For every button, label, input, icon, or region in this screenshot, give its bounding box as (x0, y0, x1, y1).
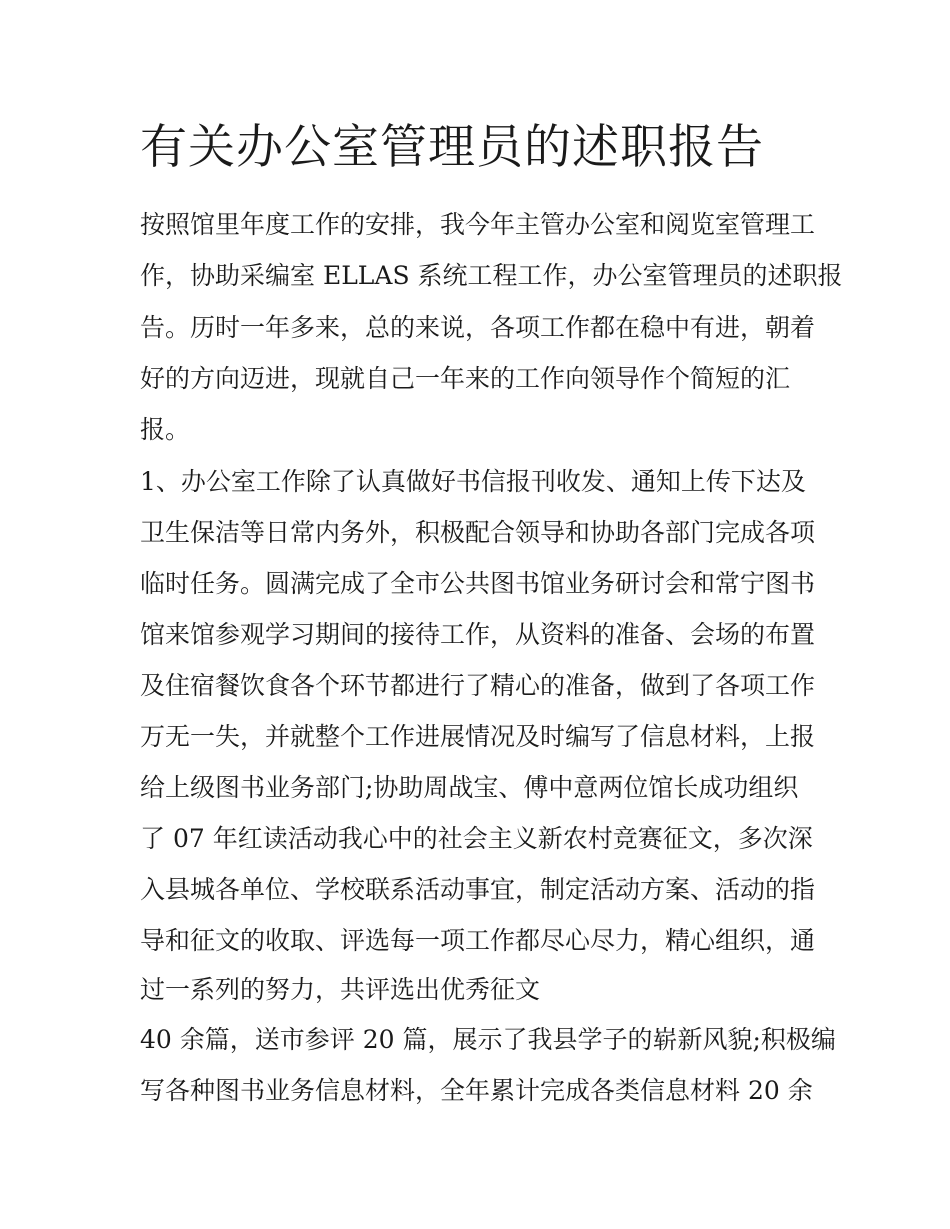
body-text-line: 馆来馆参观学习期间的接待工作，从资料的准备、会场的布置 (140, 620, 816, 649)
body-text-line: 及住宿餐饮食各个环节都进行了精心的准备，做到了各项工作 (140, 671, 816, 700)
body-text-line: 过一系列的努力，共评选出优秀征文 (140, 975, 541, 1004)
document-title: 有关办公室管理员的述职报告 (140, 120, 764, 175)
body-text-line: 给上级图书业务部门;协助周战宝、傅中意两位馆长成功组织 (140, 773, 799, 802)
body-text-line: 好的方向迈进，现就自己一年来的工作向领导作个简短的汇 (140, 364, 791, 393)
body-text-line: 40 余篇，送市参评 20 篇，展示了我县学子的崭新风貌;积极编 (140, 1025, 836, 1054)
body-text-line: 入县城各单位、学校联系活动事宜，制定活动方案、活动的指 (140, 875, 816, 904)
body-text-line: 导和征文的收取、评选每一项工作都尽心尽力，精心组织，通 (140, 926, 816, 955)
body-text-line: 按照馆里年度工作的安排，我今年主管办公室和阅览室管理工 (140, 210, 816, 239)
body-text-line: 卫生保洁等日常内务外，积极配合领导和协助各部门完成各项 (140, 518, 816, 547)
body-text-line: 1、办公室工作除了认真做好书信报刊收发、通知上传下达及 (140, 467, 806, 496)
body-text-line: 了 07 年红读活动我心中的社会主义新农村竞赛征文，多次深 (140, 824, 813, 853)
body-text-line: 告。历时一年多来，总的来说，各项工作都在稳中有进，朝着 (140, 313, 816, 342)
body-text-line: 万无一失，并就整个工作进展情况及时编写了信息材料，上报 (140, 722, 816, 751)
body-text-line: 作，协助采编室 ELLAS 系统工程工作，办公室管理员的述职报 (140, 261, 843, 290)
body-text-line: 报。 (140, 415, 191, 444)
body-text-line: 写各种图书业务信息材料，全年累计完成各类信息材料 20 余 (140, 1076, 813, 1105)
body-text-line: 临时任务。圆满完成了全市公共图书馆业务研讨会和常宁图书 (140, 569, 816, 598)
